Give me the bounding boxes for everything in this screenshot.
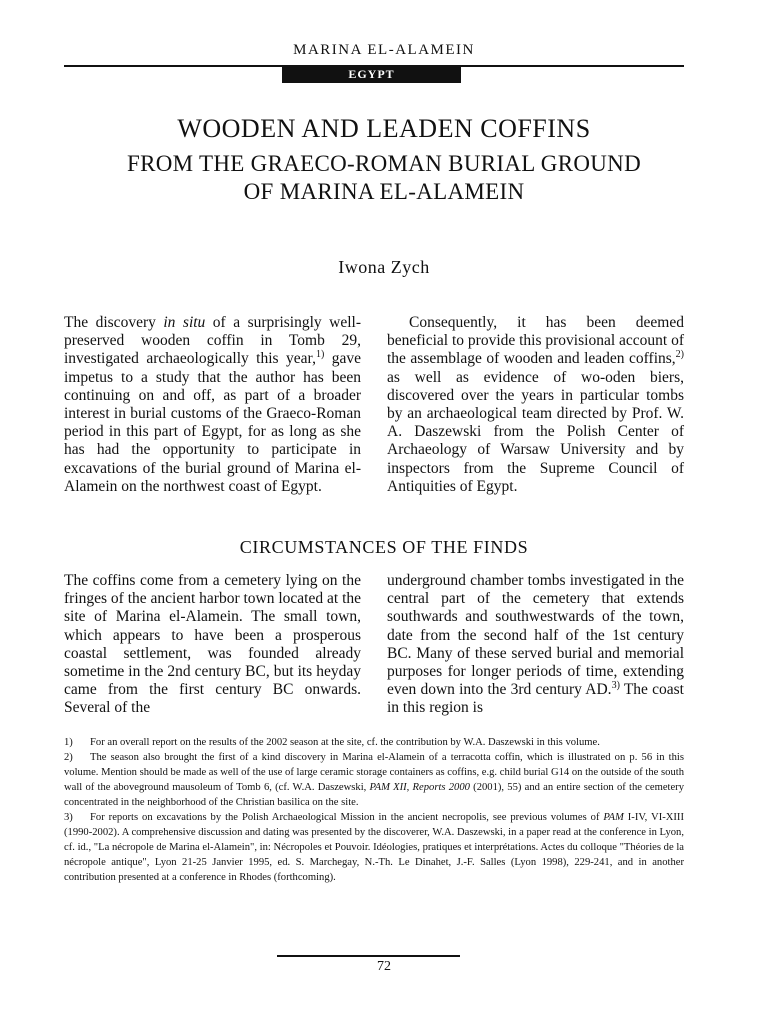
footer-rule bbox=[277, 955, 460, 957]
intro-paragraph-right: Consequently, it has been deemed beneficial to provide this provisional account of the assemblage of wooden and leaden coffins,$^{2)}$ as well as evidence of wo-oden biers, discovered over the years in particular tombs by an archaeological team directed by Prof. W. A. Daszewski from the Polish Center of Archaeology of Warsaw University and by inspectors from the Supreme Council of Antiquities of Egypt. bbox=[387, 314, 684, 495]
section-heading: CIRCUMSTANCES OF THE FINDS bbox=[239, 537, 529, 557]
running-header-country: EGYPT bbox=[282, 66, 461, 83]
body-paragraph-left: The coffins come from a cemetery lying on the fringes of the ancient harbor town located at the site of Marina el-Alamein. The small town, which appears to have been a prosperous coastal settlement, was founded already sometime in the 2nd century BC, but its heyday came from the first century BC onwards. Several of the bbox=[64, 572, 361, 717]
footnote-ref-2: 2) bbox=[675, 349, 684, 361]
subtitle-line-2: OF MARINA EL-ALAMEIN bbox=[243, 179, 525, 204]
footnote-1: 1) For an overall report on the results of the 2002 season at the site, cf. the contribution by W.A. Daszewski in this volume. bbox=[64, 737, 600, 748]
footnote-ref-3: 3) bbox=[611, 680, 620, 692]
article-title: WOODEN AND LEADEN COFFINS bbox=[177, 114, 591, 143]
body-column-left bbox=[64, 572, 361, 718]
author-name: Iwona Zych bbox=[338, 257, 430, 277]
running-header-site: MARINA EL-ALAMEIN bbox=[293, 42, 475, 58]
footnote-2: 2) The season also brought the first of a kind discovery in Marina el-Alamein of a terracotta coffin, which is illustrated on p. 56 in this volume. Mention should be made as well of the use of large ceramic storage containers as coffins, e.g. child burial G14 on the outside of the south wall of the aboveground mausoleum of Tomb 6, (cf. W.A. Daszewski, PAM XII, Reports 2000 (2001), 55) and an entire section of the cemetery concentrated in the neighborhood of the Christian basilica on the site. bbox=[64, 752, 684, 808]
footnote-ref-1: 1) bbox=[315, 349, 325, 361]
intro-column-left bbox=[64, 314, 361, 496]
body-paragraph-right: underground chamber tombs investigated in the central part of the cemetery that extends southwards and southwestwards of the town, date from the second half of the 1st century BC. Many of these served burial and memorial purposes for longer periods of time, extending even down into the 3rd century AD.$^{3)}$ The coast in this region is bbox=[387, 572, 684, 717]
article-subtitle bbox=[40, 150, 728, 206]
subtitle-line-1: FROM THE GRAECO-ROMAN BURIAL GROUND bbox=[127, 151, 641, 176]
intro-column-right bbox=[387, 314, 684, 496]
intro-paragraph-left: The discovery in situ of a surprisingly well-preserved wooden coffin in Tomb 29, investigated archaeologically this year,$^{1)}$ gave impetus to a study that the author has been continuing on and off, as part of a broader interest in burial customs of the Graeco-Roman period in this part of Egypt, for as long as she has had the opportunity to participate in excavations of the burial ground of Marina el-Alamein on the northwest coast of Egypt. bbox=[64, 314, 361, 495]
body-column-right bbox=[387, 572, 684, 718]
footnote-3: 3) For reports on excavations by the Polish Archaeological Mission in the ancient necropolis, see previous volumes of PAM I-IV, VI-XIII (1990-2002). A comprehensive discussion and dating was presented by the discoverer, W.A. Daszewski, in a paper read at the conference in Lyon, cf. id., "La nécropole de Marina el-Alamein", in: Nécropoles et Pouvoir. Idéologies, pratiques et interprétations. Actes du colloque "Théories de la nécropole antique", Lyon 21-25 Janvier 1995, ed. S. Marchegay, N.-Th. Le Dinahet, J.-F. Salles (Lyon 1998), 229-241, and in another contribution presented at a conference in Rhodes (forthcoming). bbox=[64, 812, 684, 883]
footnotes bbox=[64, 735, 684, 885]
page-number: 72 bbox=[377, 959, 391, 974]
